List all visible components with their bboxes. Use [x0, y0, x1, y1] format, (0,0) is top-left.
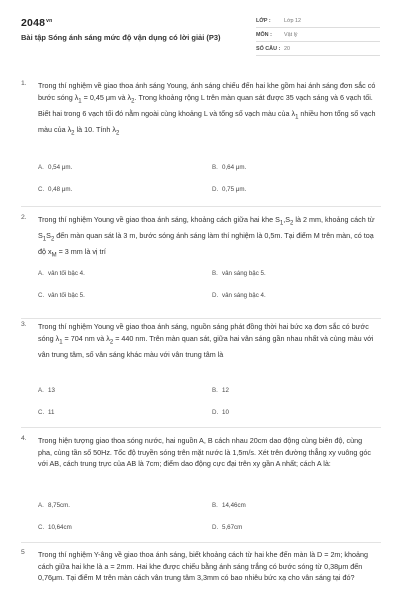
- meta-row-subject: [256, 28, 380, 42]
- option-c[interactable]: C. vân tối bậc 5.: [38, 292, 85, 299]
- option-a[interactable]: A. 0,54 μm.: [38, 164, 73, 171]
- question-stem: Trong thí nghiệm Young về giao thoa ánh sáng, khoảng cách giữa hai khe $S_1,S_2$ là 2 mm, khoảng cách từ $S_1S_2$ đến màn quan sát là 3 m, bước sóng ánh sáng làm thí nghiệm là 0,5m. Tại điểm M trên màn, có toạ độ $x_M = 3$ mm là vị trí: [38, 215, 375, 259]
- question-number: 5: [21, 549, 25, 556]
- option-c[interactable]: C. 0,48 μm.: [38, 186, 73, 193]
- meta-value: Lớp 12: [284, 18, 302, 24]
- meta-row-count: [256, 42, 380, 56]
- meta-row-class: [256, 14, 380, 28]
- question-stem: Trong thí nghiệm về giao thoa ánh sáng Young, ánh sáng chiếu đến hai khe gồm hai ánh sáng đơn sắc có bước sóng $\lambda_1 = 0,45$ μm và $\lambda_2$. Trong khoảng rộng L trên màn quan sát được 35 vạch sáng và 6 vạch tối. Biết hai trong 6 vạch tối đó nằm ngoài cùng khoảng L và tổng số vạch màu của $\lambda_1$ nhiều hơn tổng số vạch màu của $\lambda_2$ là 10. Tính $\lambda_2$: [38, 81, 376, 137]
- header: [0, 0, 400, 62]
- option-d[interactable]: D. vân sáng bậc 4.: [212, 292, 266, 299]
- question-number: 4.: [21, 435, 27, 442]
- question-3: [21, 321, 381, 428]
- question-stem: Trong thí nghiệm Y-âng về giao thoa ánh sáng, biết khoảng cách từ hai khe đến màn là D = 2m; khoảng cách giữa hai khe là a = 2mm. Hai khe được chiếu bằng ánh sáng trắng có bước sóng từ 0,38μm đến 0,76μm. Tại điểm M trên màn cách vân trung tâm 3,3mm có bao nhiêu bức xạ cho vân sáng tại đó?: [38, 550, 368, 583]
- question-4: [21, 435, 381, 543]
- question-stem: Trong hiện tượng giao thoa sóng nước, hai nguồn A, B cách nhau 20cm dao động cùng biên độ, cùng pha, cùng tần số 50Hz. Tốc độ truyền sóng trên mặt nước là 1,5m/s. Xét trên đường thẳng xy vuông góc với AB, cách trung trực của AB là 7cm; điểm dao động cực đại trên xy gần A nhất; cách A là:: [38, 436, 371, 469]
- option-b[interactable]: B. vân sáng bậc 5.: [212, 270, 266, 277]
- question-number: 3.: [21, 321, 27, 328]
- question-2: [21, 214, 381, 319]
- option-c[interactable]: C. 10,64cm: [38, 524, 72, 531]
- question-5: [21, 549, 381, 600]
- option-d[interactable]: D. 10: [212, 409, 229, 416]
- question-number: 2.: [21, 214, 27, 221]
- option-a[interactable]: A. 8,75cm.: [38, 502, 71, 509]
- meta-value: 20: [284, 46, 290, 52]
- question-stem: Trong thí nghiệm Young về giao thoa ánh sáng, nguồn sáng phát đồng thời hai bức xạ đơn sắc có bước sóng $\lambda_1 = 704$ nm và $\lambda_2 = 440$ nm. Trên màn quan sát, giữa hai vân sáng gần nhau nhất và cùng màu với vân trung tâm, số vân sáng khác màu với vân trung tâm là: [38, 322, 374, 359]
- meta-value: Vật lý: [284, 32, 298, 38]
- question-1: [21, 80, 381, 207]
- document-title: Bài tập Sóng ánh sáng mức độ vận dụng có lời giải (P3): [21, 33, 221, 42]
- site-logo[interactable]: $2048^{vn}$: [21, 17, 53, 29]
- option-a[interactable]: A. vân tối bậc 4.: [38, 270, 85, 277]
- option-b[interactable]: B. 0,64 μm.: [212, 164, 247, 171]
- meta-key: LỚP :: [256, 18, 271, 24]
- option-a[interactable]: A. 13: [38, 387, 55, 394]
- meta-key: MÔN :: [256, 32, 272, 38]
- option-c[interactable]: C. 11: [38, 409, 55, 416]
- meta-key: SỐ CÂU :: [256, 46, 281, 52]
- option-d[interactable]: D. 5,67cm: [212, 524, 243, 531]
- logo-suffix: vn: [46, 17, 53, 24]
- question-number: 1.: [21, 80, 27, 87]
- option-b[interactable]: B. 12: [212, 387, 229, 394]
- option-b[interactable]: B. 14,46cm: [212, 502, 246, 509]
- option-d[interactable]: D. 0,75 μm.: [212, 186, 247, 193]
